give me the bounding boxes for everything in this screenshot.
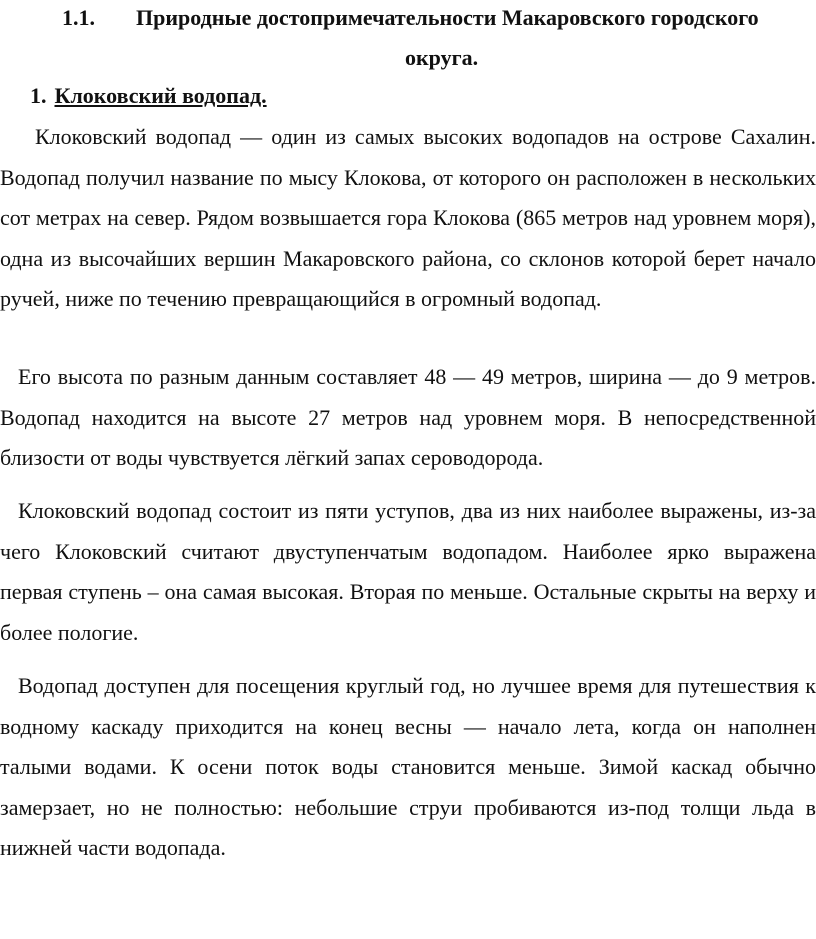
subsection-heading <box>30 82 267 110</box>
paragraph-ledges: Клоковский водопад состоит из пяти уступов, два из них наиболее выражены, из-за чего Клоковский считают двуступенчатым водопадом. Наиболее ярко выражена первая ступень – она самая высокая. Вторая по меньше. Остальные скрыты на верху и более пологие. <box>0 498 816 645</box>
section-title-line2: округа. <box>405 45 479 70</box>
section-title-line1: Природные достопримечательности Макаровского городского <box>136 5 759 30</box>
paragraph-intro: Клоковский водопад — один из самых высоких водопадов на острове Сахалин. Водопад получил название по мысу Клокова, от которого он расположен в нескольких сот метрах на север. Рядом возвышается гора Клокова (865 метров над уровнем моря), одна из высочайших вершин Макаровского района, со склонов которой берет начало ручей, ниже по течению превращающийся в огромный водопад. <box>0 124 816 312</box>
subsection-title: Клоковский водопад. <box>54 83 267 108</box>
paragraph-visiting: Водопад доступен для посещения круглый год, но лучшее время для путешествия к водному каскаду приходится на конец весны — начало лета, когда он наполнен талыми водами. К осени поток воды становится меньше. Зимой каскад обычно замерзает, но не полностью: небольшие струи пробиваются из-под толщи льда в нижней части водопада. <box>0 673 816 861</box>
subsection-number: 1. <box>30 83 47 108</box>
section-number: 1.1. <box>62 5 95 30</box>
paragraph-dimensions: Его высота по разным данным составляет 48 — 49 метров, ширина — до 9 метров. Водопад находится на высоте 27 метров над уровнем моря. В непосредственной близости от воды чувствуется лёгкий запах сероводорода. <box>0 364 816 471</box>
